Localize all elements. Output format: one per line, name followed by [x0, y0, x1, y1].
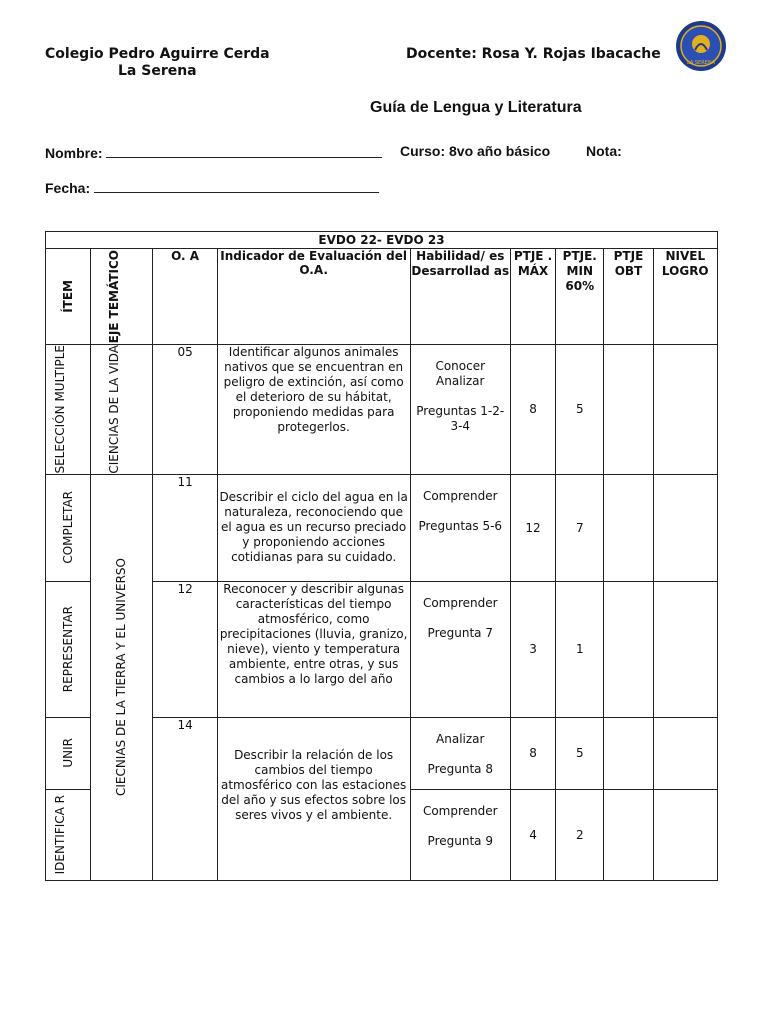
header-nivel: NIVEL LOGRO [653, 249, 717, 345]
indicador-cell: Describir la relación de los cambios del tiempo atmosférico con las estaciones del año y sus efectos sobre los seres vivos y el ambiente. [217, 717, 410, 880]
indicador-cell: Identificar algunos animales nativos que se encuentran en peligro de extinción, así como el deterioro de su hábitat, proponiendo medidas para protegerlos. [217, 345, 410, 475]
header-indicador: Indicador de Evaluación del O.A. [217, 249, 410, 345]
svg-text:LA SERENA: LA SERENA [686, 60, 716, 66]
ptje-max-cell: 12 [510, 474, 555, 581]
table-caption: EVDO 22- EVDO 23 [46, 232, 718, 249]
school-logo [675, 20, 727, 72]
name-label: Nombre: [45, 145, 103, 161]
nivel-cell[interactable] [653, 474, 717, 581]
item-cell: REPRESENTAR [46, 581, 91, 717]
ptje-min-cell: 5 [556, 345, 604, 475]
nivel-cell[interactable] [653, 581, 717, 717]
name-blank[interactable] [106, 143, 382, 158]
course-label: Curso: 8vo año básico [400, 143, 551, 159]
ptje-min-cell: 1 [556, 581, 604, 717]
date-row [45, 178, 379, 196]
ptje-obt-cell[interactable] [604, 345, 653, 475]
header-eje: EJE TEMÁTICO [91, 249, 153, 345]
ptje-obt-cell[interactable] [604, 581, 653, 717]
oa-cell: 14 [153, 717, 217, 880]
item-cell: COMPLETAR [46, 474, 91, 581]
indicador-cell: Reconocer y describir algunas características del tiempo atmosférico, como precipitaciones (lluvia, granizo, nieve), viento y temperatura ambiente, entre otras, y sus cambios a lo largo del año [217, 581, 410, 717]
teacher-name: Docente: Rosa Y. Rojas Ibacache [406, 46, 661, 62]
date-blank[interactable] [94, 178, 379, 193]
table-row [46, 345, 718, 475]
ptje-max-cell: 4 [510, 789, 555, 880]
header-ptje-obt: PTJE OBT [604, 249, 653, 345]
item-cell: IDENTIFICA R [46, 789, 91, 880]
evaluation-table [45, 231, 718, 881]
ptje-obt-cell[interactable] [604, 717, 653, 789]
grade-label: Nota: [586, 143, 622, 159]
ptje-min-cell: 5 [556, 717, 604, 789]
header-ptje-min: PTJE. MIN 60% [556, 249, 604, 345]
header-habilidad: Habilidad/ es Desarrollad as [410, 249, 510, 345]
name-row [45, 143, 382, 161]
ptje-max-cell: 8 [510, 345, 555, 475]
indicador-cell: Describir el ciclo del agua en la naturaleza, reconociendo que el agua es un recurso preciado y proponiendo acciones cotidianas para su cuidado. [217, 474, 410, 581]
ptje-obt-cell[interactable] [604, 474, 653, 581]
ptje-max-cell: 3 [510, 581, 555, 717]
school-city: La Serena [118, 63, 197, 79]
nivel-cell[interactable] [653, 789, 717, 880]
oa-cell: 05 [153, 345, 217, 475]
page-title: Guía de Lengua y Literatura [370, 99, 582, 116]
eje-cell: CIECNIAS DE LA TIERRA Y EL UNIVERSO [91, 474, 153, 880]
habilidad-cell: Conocer Analizar Preguntas 1-2-3-4 [410, 345, 510, 475]
header-oa: O. A [153, 249, 217, 345]
habilidad-cell: Analizar Pregunta 8 [410, 717, 510, 789]
ptje-obt-cell[interactable] [604, 789, 653, 880]
habilidad-cell: Comprender Preguntas 5-6 [410, 474, 510, 581]
date-label: Fecha: [45, 180, 91, 196]
nivel-cell[interactable] [653, 345, 717, 475]
ptje-min-cell: 2 [556, 789, 604, 880]
oa-cell: 12 [153, 581, 217, 717]
eje-cell: CIENCIAS DE LA VIDA [91, 345, 153, 475]
school-header [45, 46, 270, 80]
nivel-cell[interactable] [653, 717, 717, 789]
habilidad-cell: Comprender Pregunta 7 [410, 581, 510, 717]
school-name: Colegio Pedro Aguirre Cerda [45, 46, 270, 62]
header-item: ÍTEM [46, 249, 91, 345]
habilidad-cell: Comprender Pregunta 9 [410, 789, 510, 880]
header-ptje-max: PTJE . MÁX [510, 249, 555, 345]
item-cell: UNIR [46, 717, 91, 789]
ptje-max-cell: 8 [510, 717, 555, 789]
oa-cell: 11 [153, 474, 217, 581]
table-row [46, 474, 718, 581]
item-cell: SELECCIÓN MULTIPLE [46, 345, 91, 475]
ptje-min-cell: 7 [556, 474, 604, 581]
